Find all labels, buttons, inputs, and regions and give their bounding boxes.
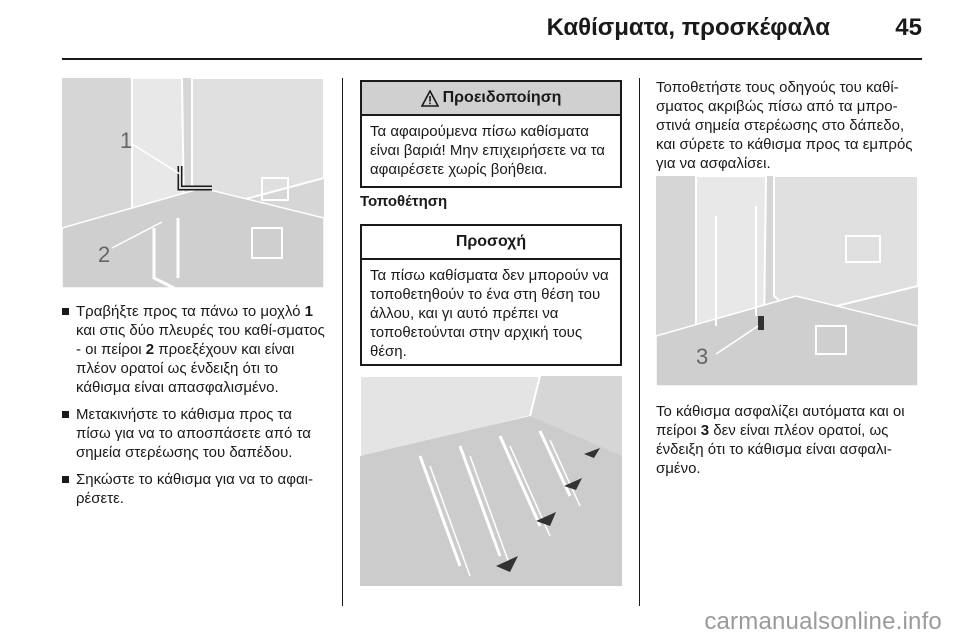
list-item: Σηκώστε το κάθισμα για να το αφαι-ρέσετε. bbox=[62, 470, 330, 508]
callout-1: 1 bbox=[120, 128, 133, 153]
seat-installation-illustration bbox=[360, 376, 622, 586]
column-divider-right bbox=[639, 78, 640, 606]
bullet-square-icon bbox=[62, 308, 69, 315]
column-divider-left bbox=[342, 78, 343, 606]
header-rule bbox=[62, 58, 922, 60]
removal-steps bbox=[62, 302, 330, 516]
seat-lever-illustration bbox=[62, 78, 324, 288]
warning-body: Τα αφαιρούμενα πίσω καθίσματα είναι βαριά! Μην επιχειρήσετε να τα αφαιρέσετε χωρίς βοήθεια. bbox=[370, 123, 605, 178]
callout-2: 2 bbox=[98, 242, 111, 267]
figure-seat-lever bbox=[62, 78, 324, 288]
caution-box bbox=[360, 224, 622, 366]
figure-seat-pins bbox=[656, 176, 918, 386]
callout-3: 3 bbox=[696, 344, 709, 369]
install-instructions: Τοποθετήστε τους οδηγούς του καθί-σματος ακριβώς πίσω από τα μπρο-στινά σημεία στερέωσης στο δάπεδο, και σύρετε το κάθισμα προς τα εμπρός για να ασφαλίσει. bbox=[656, 79, 913, 172]
page-number: 45 bbox=[895, 14, 922, 41]
figure-seat-installation bbox=[360, 376, 622, 586]
watermark: carmanualsonline.info bbox=[704, 608, 942, 635]
locked-result-text: Το κάθισμα ασφαλίζει αυτόματα και οι πείροι 3 δεν είναι πλέον ορατοί, ως ένδειξη ότι το κάθισμα είναι ασφαλι-σμένο. bbox=[656, 403, 905, 477]
seat-pins-illustration bbox=[656, 176, 918, 386]
caution-header: Προσοχή bbox=[362, 226, 620, 260]
list-item: Τραβήξτε προς τα πάνω το μοχλό 1 και στις δύο πλευρές του καθί-σματος - οι πείροι 2 προεξέχουν και είναι πλέον ορατοί ως ένδειξη ότι το κάθισμα είναι απασφαλισμένο. bbox=[62, 302, 330, 397]
warning-triangle-icon bbox=[421, 90, 439, 107]
caution-body: Τα πίσω καθίσματα δεν μπορούν να τοποθετηθούν το ένα στη θέση του άλλου, και γι αυτό πρέπει να τοποθετούνται στην αρχική τους θέση. bbox=[370, 267, 609, 360]
section-heading: Τοποθέτηση bbox=[360, 193, 448, 210]
warning-box bbox=[360, 80, 622, 188]
warning-header: Προειδοποίηση bbox=[362, 82, 620, 116]
list-item: Μετακινήστε το κάθισμα προς τα πίσω για να το αποσπάσετε από τα σημεία στερέωσης του δαπέδου. bbox=[62, 405, 330, 462]
page-title: Καθίσματα, προσκέφαλα bbox=[546, 14, 830, 41]
bullet-square-icon bbox=[62, 411, 69, 418]
bullet-square-icon bbox=[62, 476, 69, 483]
